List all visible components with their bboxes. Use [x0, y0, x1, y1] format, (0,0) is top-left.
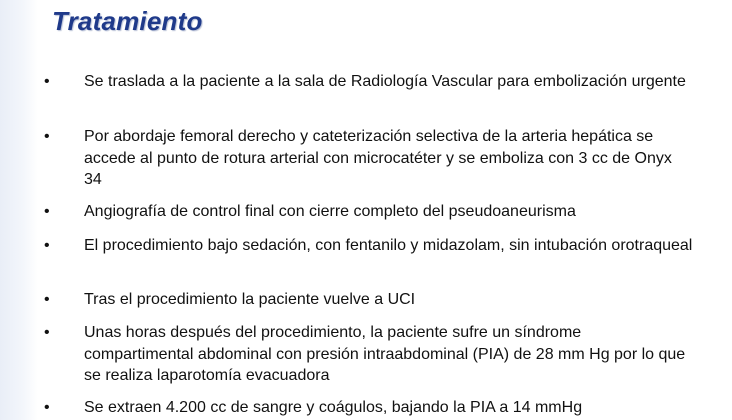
bullet-item — [44, 397, 694, 419]
bullet-text: El procedimiento bajo sedación, con fentanilo y midazolam, sin intubación orotraqueal — [84, 237, 693, 254]
bullet-item — [44, 126, 694, 191]
bullet-marker: • — [44, 291, 50, 308]
bullet-marker: • — [44, 237, 50, 254]
bullet-text: Unas horas después del procedimiento, la paciente sufre un síndrome compartimental abdominal con presión intraabdominal (PIA) de 28 mm Hg por lo que se realiza laparotomía evacuadora — [84, 324, 686, 384]
bullet-marker: • — [44, 128, 50, 145]
bullet-item — [44, 235, 694, 257]
bullet-marker: • — [44, 73, 50, 90]
slide-title: Tratamiento — [52, 6, 203, 36]
slide-left-band — [0, 0, 38, 420]
bullet-text: Por abordaje femoral derecho y cateterización selectiva de la arteria hepática se accede al punto de rotura arterial con microcatéter y se emboliza con 3 cc de Onyx 34 — [84, 128, 672, 188]
bullet-text: Se extraen 4.200 cc de sangre y coágulos, bajando la PIA a 14 mmHg — [84, 399, 583, 416]
bullet-marker: • — [44, 203, 50, 220]
bullet-item — [44, 71, 694, 93]
bullet-marker: • — [44, 399, 50, 416]
bullet-item — [44, 322, 694, 387]
bullet-text: Se traslada a la paciente a la sala de Radiología Vascular para embolización urgente — [84, 73, 686, 90]
bullet-item — [44, 289, 694, 311]
bullet-text: Angiografía de control final con cierre completo del pseudoaneurisma — [84, 203, 576, 220]
bullet-item — [44, 201, 694, 223]
bullet-marker: • — [44, 324, 50, 341]
bullet-text: Tras el procedimiento la paciente vuelve a UCI — [84, 291, 416, 308]
